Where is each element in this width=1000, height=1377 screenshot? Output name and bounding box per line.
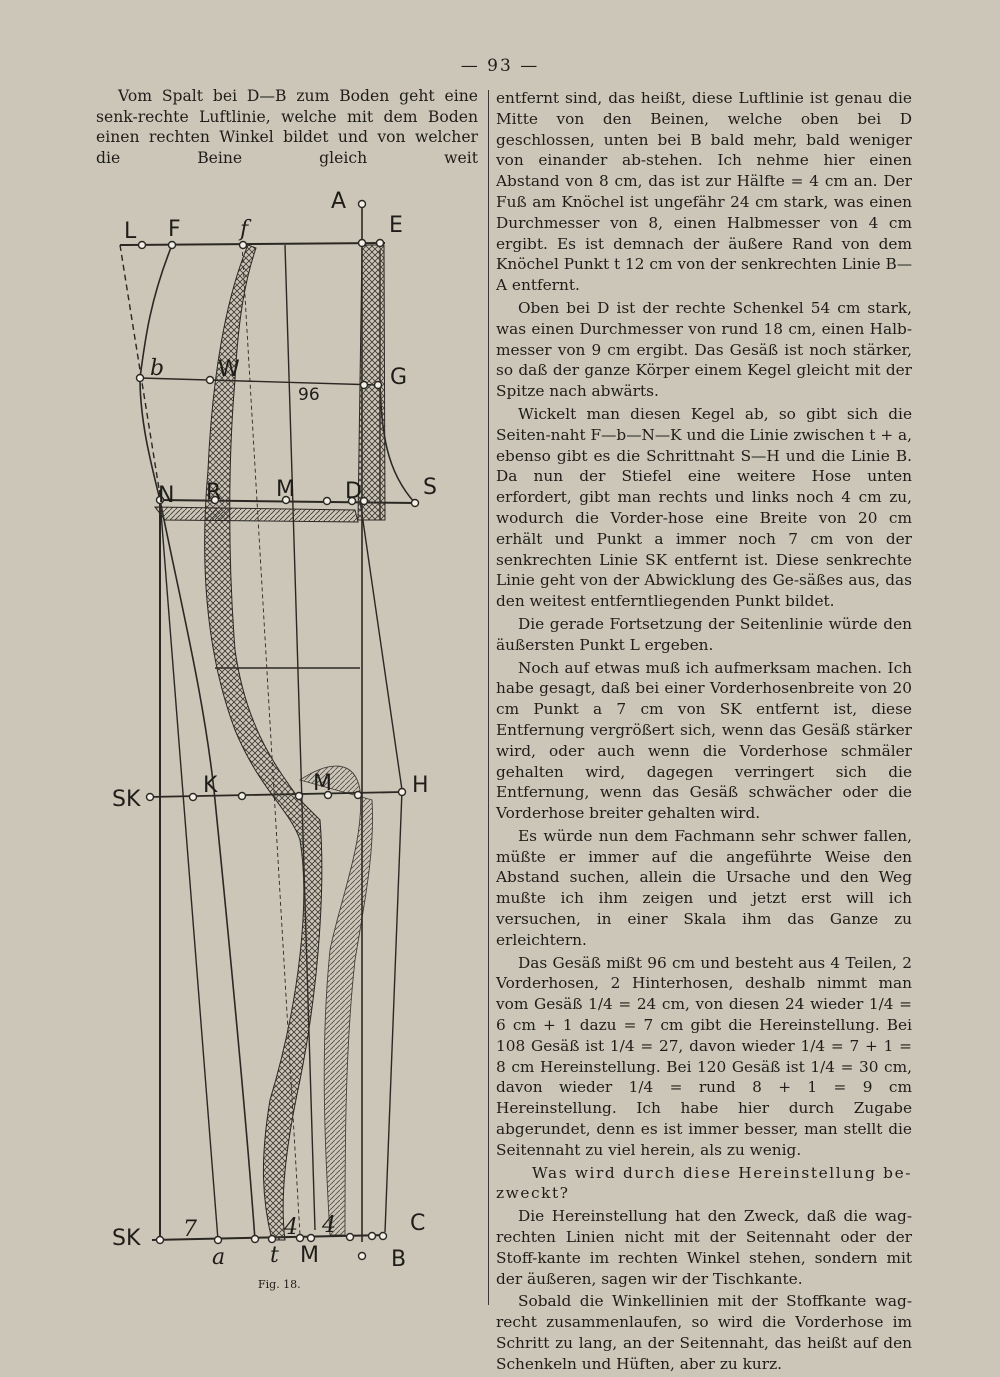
label-t: t: [270, 1243, 279, 1268]
paragraph-5: Noch auf etwas muß ich aufmerksam machen. Ich habe gesagt, daß bei einer Vorderhosenbreite von 20 cm Punkt a 7 cm von SK entfernt ist, diese Entfernung vergrößert sich, wenn das Gesäß stärker wird, oder auch wenn die Vorderhose schmäler gehalten wird, dagegen verringert sich die Entfernung, wenn das Gesäß schwächer oder die Vorderhose breiter gehalten wird.: [496, 658, 912, 823]
page-number: — 93 —: [460, 56, 540, 76]
paragraph-9: Die Hereinstellung hat den Zweck, daß die wag-rechten Linien nicht mit der Seitennaht oder der Stoff-kante im rechten Winkel stehen, sondern mit der äußeren, sagen wir der Tischkante.: [496, 1207, 912, 1288]
label-D: D: [345, 479, 362, 504]
paragraph-3: Wickelt man diesen Kegel ab, so gibt sich die Seiten-naht F—b—N—K und die Linie zwischen t + a, ebenso gibt es die Schrittnaht S—H und die Linie B. Da nun der Stiefel eine weitere Hose unten erfordert, gibt man rechts und links noch 4 cm zu, wodurch die Vorder-hose eine Breite von 20 cm erhält und Punkt a immer noch 7 cm von der senkrechten Linie SK entfernt ist. Diese senkrechte Linie geht von der Abwicklung des Ge-säßes aus, das den weitest entferntliegenden Punkt bildet.: [496, 404, 912, 611]
label-M-top: M: [276, 477, 295, 502]
label-B: B: [391, 1247, 407, 1272]
label-C: C: [410, 1211, 426, 1236]
label-seven: 7: [183, 1217, 197, 1242]
label-W: W: [218, 357, 240, 382]
label-four-right: 4: [322, 1213, 336, 1238]
hatched-shapes: [155, 245, 385, 1240]
label-four-left: 4: [284, 1215, 298, 1240]
paragraph-2: Oben bei D ist der rechte Schenkel 54 cm stark, was einen Durchmesser von rund 18 cm, einen Halb-messer von 9 cm ergibt. Das Gesäß ist noch stärker, so daß der ganze Körper einem Kegel gleicht mit der Spitze nach abwärts.: [496, 298, 912, 401]
paragraph-question: Was wird durch diese Hereinstellung be-zweckt?: [496, 1163, 912, 1203]
paragraph-7: Das Gesäß mißt 96 cm und besteht aus 4 Teilen, 2 Vorderhosen, 2 Hinterhosen, deshalb nimmt man vom Gesäß 1/4 = 24 cm, von diesen 24 wieder 1/4 = 6 cm + 1 dazu = 7 cm gibt die Hereinstellung. Bei 108 Gesäß ist 1/4 = 27, davon wieder 1/4 = 7 + 1 = 8 cm Hereinstellung. Bei 120 Gesäß ist 1/4 = 30 cm, davon wieder 1/4 = rund 8 + 1 = 9 cm Hereinstellung. Ich habe hier durch Zugabe abgerundet, denn es ist immer besser, man stellt die Seitennaht zu viel herein, als zu wenig.: [496, 953, 912, 1159]
label-E: E: [389, 213, 403, 238]
figure-caption: Fig. 18.: [258, 1278, 301, 1291]
label-N: N: [158, 483, 175, 508]
label-f: f: [240, 217, 249, 242]
label-L: L: [124, 219, 137, 244]
label-R: R: [206, 480, 222, 505]
paragraph-4: Die gerade Fortsetzung der Seitenlinie würde den äußersten Punkt L ergeben.: [496, 614, 912, 654]
label-S: S: [423, 475, 437, 500]
left-paragraph: Vom Spalt bei D—B zum Boden geht eine senk-rechte Luftlinie, welche mit dem Boden einen rechten Winkel bildet und von welcher die Beine gleich weit: [96, 87, 478, 167]
label-SK-bottom: SK: [112, 1226, 141, 1251]
paragraph-10: Sobald die Winkellinien mit der Stoffkante wag-recht zusammenlaufen, so wird die Vorderhose im Schritt zu lang, an der Seitennaht, das heißt auf den Schenkeln und Hüften, aber zu kurz.: [496, 1292, 912, 1373]
label-A: A: [331, 189, 347, 214]
label-K: K: [203, 773, 218, 798]
paragraph-6: Es würde nun dem Fachmann sehr schwer fallen, müßte er immer auf die angeführte Weise den Abstand suchen, allein die Ursache und den Weg mußte ich ihm zeigen und jetzt erst will ich versuchen, in einer Skala ihm das Ganze zu erleichtern.: [496, 826, 912, 949]
label-M-mid: M: [313, 771, 332, 796]
label-b: b: [150, 356, 165, 381]
paragraph-1: entfernt sind, das heißt, diese Luftlinie ist genau die Mitte von den Beinen, welche oben bei D geschlossen, unten bei B bald mehr, bald weniger von einander ab-stehen. Ich nehme hier einen Abstand von 8 cm, das ist zur Hälfte = 4 cm an. Der Fuß am Knöchel ist ungefähr 24 cm stark, was einen Durchmesser von 8, einen Halbmesser von 4 cm ergibt. Es ist demnach der äußere Rand von dem Knöchel Punkt t 12 cm von der senkrechten Linie B—A entfernt.: [496, 89, 912, 295]
label-G: G: [390, 365, 408, 390]
label-96: 96: [298, 385, 320, 405]
label-SK-mid: SK: [112, 787, 141, 812]
label-F: F: [168, 217, 181, 242]
label-H: H: [412, 773, 429, 798]
label-M-bottom: M: [300, 1243, 319, 1268]
label-a: a: [212, 1245, 226, 1270]
